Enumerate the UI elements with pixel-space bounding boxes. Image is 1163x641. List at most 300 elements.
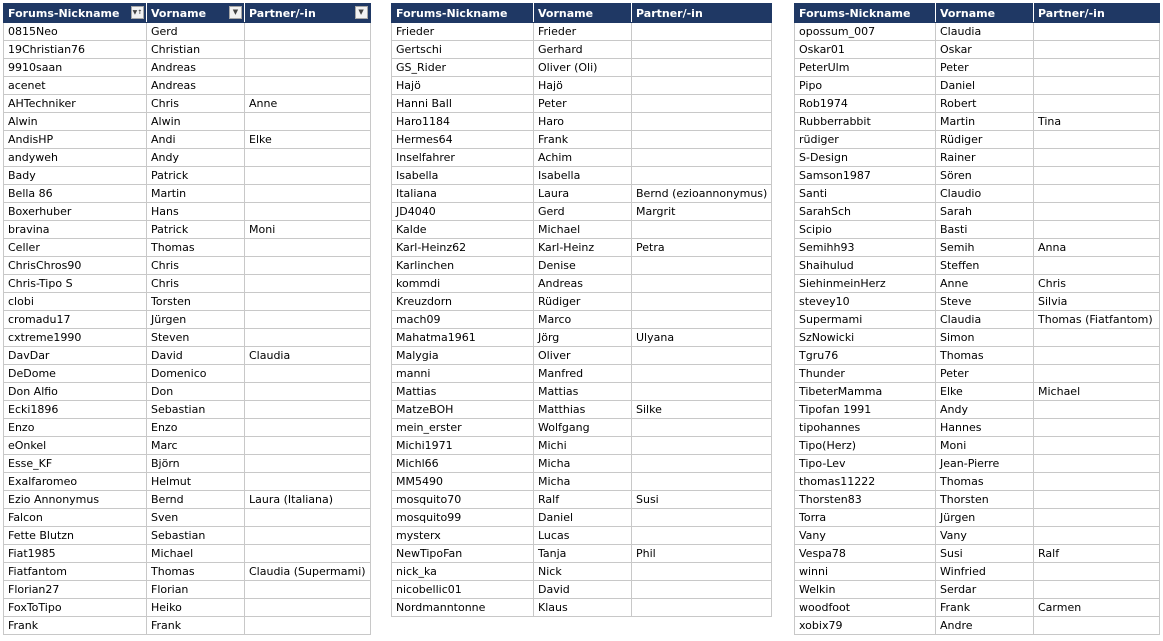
partner-cell[interactable] [632,509,772,527]
firstname-cell[interactable]: Tanja [534,545,632,563]
partner-header[interactable] [1034,4,1160,23]
partner-cell[interactable] [1034,41,1160,59]
firstname-cell[interactable]: Laura [534,185,632,203]
nickname-cell[interactable]: Ezio Annonymus [4,491,147,509]
firstname-cell[interactable]: Peter [936,365,1034,383]
firstname-cell[interactable]: Oliver (Oli) [534,59,632,77]
partner-cell[interactable]: Ralf [1034,545,1160,563]
partner-cell[interactable] [245,473,371,491]
nickname-cell[interactable]: MM5490 [392,473,534,491]
nickname-cell[interactable]: Malygia [392,347,534,365]
firstname-cell[interactable]: Jean-Pierre [936,455,1034,473]
partner-cell[interactable] [632,77,772,95]
partner-cell[interactable] [632,563,772,581]
nickname-cell[interactable]: Samson1987 [795,167,936,185]
nickname-cell[interactable]: Vany [795,527,936,545]
firstname-cell[interactable]: Hajö [534,77,632,95]
partner-cell[interactable] [632,131,772,149]
firstname-cell[interactable]: Denise [534,257,632,275]
firstname-cell[interactable]: Achim [534,149,632,167]
nickname-cell[interactable]: S-Design [795,149,936,167]
firstname-cell[interactable]: Susi [936,545,1034,563]
firstname-cell[interactable]: Claudia [936,311,1034,329]
nickname-cell[interactable]: Alwin [4,113,147,131]
partner-cell[interactable] [245,437,371,455]
firstname-cell[interactable]: Marco [534,311,632,329]
firstname-cell[interactable]: Andy [936,401,1034,419]
partner-cell[interactable] [632,113,772,131]
nickname-cell[interactable]: xobix79 [795,617,936,635]
nickname-header[interactable] [4,4,147,23]
partner-cell[interactable] [245,257,371,275]
firstname-cell[interactable]: Micha [534,455,632,473]
partner-cell[interactable]: Anna [1034,239,1160,257]
nickname-cell[interactable]: Haro1184 [392,113,534,131]
nickname-cell[interactable]: Don Alfio [4,383,147,401]
firstname-cell[interactable]: Lucas [534,527,632,545]
firstname-cell[interactable]: Serdar [936,581,1034,599]
firstname-cell[interactable]: Sarah [936,203,1034,221]
partner-cell[interactable] [245,617,371,635]
firstname-cell[interactable]: Ralf [534,491,632,509]
partner-cell[interactable] [245,239,371,257]
firstname-cell[interactable]: Micha [534,473,632,491]
partner-cell[interactable] [245,185,371,203]
partner-cell[interactable] [632,95,772,113]
firstname-cell[interactable]: David [534,581,632,599]
nickname-cell[interactable]: Michi1971 [392,437,534,455]
partner-cell[interactable] [1034,509,1160,527]
nickname-cell[interactable]: Rubberrabbit [795,113,936,131]
nickname-cell[interactable]: mosquito70 [392,491,534,509]
partner-cell[interactable] [1034,401,1160,419]
nickname-cell[interactable]: SiehinmeinHerz [795,275,936,293]
partner-cell[interactable] [245,383,371,401]
nickname-cell[interactable]: nicobellic01 [392,581,534,599]
nickname-cell[interactable]: Tgru76 [795,347,936,365]
partner-cell[interactable] [245,401,371,419]
nickname-cell[interactable]: Semihh93 [795,239,936,257]
partner-cell[interactable]: Chris [1034,275,1160,293]
partner-cell[interactable] [1034,329,1160,347]
partner-cell[interactable] [245,293,371,311]
nickname-cell[interactable]: Italiana [392,185,534,203]
firstname-cell[interactable]: Jürgen [936,509,1034,527]
firstname-cell[interactable]: Jörg [534,329,632,347]
nickname-cell[interactable]: FoxToTipo [4,599,147,617]
nickname-cell[interactable]: Fette Blutzn [4,527,147,545]
firstname-cell[interactable]: Nick [534,563,632,581]
nickname-cell[interactable]: thomas11222 [795,473,936,491]
nickname-cell[interactable]: Fiatfantom [4,563,147,581]
firstname-cell[interactable]: Rüdiger [936,131,1034,149]
nickname-cell[interactable]: nick_ka [392,563,534,581]
nickname-cell[interactable]: Esse_KF [4,455,147,473]
nickname-cell[interactable]: Karl-Heinz62 [392,239,534,257]
partner-cell[interactable]: Claudia (Supermami) [245,563,371,581]
firstname-cell[interactable]: Marc [147,437,245,455]
nickname-cell[interactable]: Pipo [795,77,936,95]
partner-cell[interactable] [1034,185,1160,203]
partner-cell[interactable] [1034,419,1160,437]
nickname-cell[interactable]: Isabella [392,167,534,185]
firstname-cell[interactable]: Wolfgang [534,419,632,437]
partner-cell[interactable] [1034,131,1160,149]
firstname-cell[interactable]: Simon [936,329,1034,347]
partner-cell[interactable] [1034,581,1160,599]
nickname-cell[interactable]: Thunder [795,365,936,383]
partner-cell[interactable] [1034,365,1160,383]
nickname-cell[interactable]: bravina [4,221,147,239]
firstname-cell[interactable]: Peter [936,59,1034,77]
firstname-cell[interactable]: Chris [147,95,245,113]
nickname-cell[interactable]: Nordmanntonne [392,599,534,617]
nickname-cell[interactable]: mach09 [392,311,534,329]
firstname-cell[interactable]: Andreas [147,59,245,77]
partner-cell[interactable] [632,455,772,473]
nickname-cell[interactable]: manni [392,365,534,383]
partner-cell[interactable] [632,59,772,77]
nickname-cell[interactable]: Mattias [392,383,534,401]
partner-cell[interactable] [245,365,371,383]
nickname-cell[interactable]: stevey10 [795,293,936,311]
nickname-cell[interactable]: Mahatma1961 [392,329,534,347]
nickname-cell[interactable]: ChrisChros90 [4,257,147,275]
firstname-cell[interactable]: Patrick [147,167,245,185]
firstname-cell[interactable]: Andi [147,131,245,149]
firstname-cell[interactable]: Claudio [936,185,1034,203]
firstname-cell[interactable]: Hans [147,203,245,221]
nickname-cell[interactable]: Boxerhuber [4,203,147,221]
firstname-cell[interactable]: Martin [936,113,1034,131]
firstname-header[interactable] [936,4,1034,23]
nickname-cell[interactable]: Torra [795,509,936,527]
partner-cell[interactable] [1034,455,1160,473]
nickname-cell[interactable]: AndisHP [4,131,147,149]
nickname-cell[interactable]: AHTechniker [4,95,147,113]
firstname-cell[interactable]: Manfred [534,365,632,383]
partner-header[interactable] [245,4,371,23]
partner-cell[interactable] [245,599,371,617]
nickname-cell[interactable]: Rob1974 [795,95,936,113]
partner-cell[interactable] [1034,221,1160,239]
nickname-cell[interactable]: TibeterMamma [795,383,936,401]
partner-cell[interactable] [1034,203,1160,221]
firstname-cell[interactable]: Rüdiger [534,293,632,311]
partner-cell[interactable] [245,545,371,563]
firstname-cell[interactable]: Elke [936,383,1034,401]
nickname-cell[interactable]: rüdiger [795,131,936,149]
partner-cell[interactable]: Claudia [245,347,371,365]
nickname-cell[interactable]: SarahSch [795,203,936,221]
nickname-cell[interactable]: Tipofan 1991 [795,401,936,419]
firstname-cell[interactable]: Peter [534,95,632,113]
nickname-cell[interactable]: Florian27 [4,581,147,599]
partner-cell[interactable] [245,113,371,131]
nickname-cell[interactable]: Welkin [795,581,936,599]
partner-cell[interactable] [245,527,371,545]
nickname-cell[interactable]: woodfoot [795,599,936,617]
firstname-cell[interactable]: Patrick [147,221,245,239]
firstname-cell[interactable]: David [147,347,245,365]
firstname-cell[interactable]: Michael [534,221,632,239]
partner-cell[interactable] [245,581,371,599]
firstname-cell[interactable]: Haro [534,113,632,131]
firstname-cell[interactable]: Mattias [534,383,632,401]
firstname-cell[interactable]: Michael [147,545,245,563]
firstname-cell[interactable]: Andy [147,149,245,167]
firstname-cell[interactable]: Basti [936,221,1034,239]
partner-cell[interactable] [632,41,772,59]
partner-cell[interactable] [1034,23,1160,41]
partner-cell[interactable] [1034,149,1160,167]
partner-cell[interactable]: Phil [632,545,772,563]
firstname-cell[interactable]: Hannes [936,419,1034,437]
firstname-cell[interactable]: Heiko [147,599,245,617]
nickname-cell[interactable]: Scipio [795,221,936,239]
partner-cell[interactable] [632,311,772,329]
nickname-cell[interactable]: Enzo [4,419,147,437]
partner-cell[interactable]: Silke [632,401,772,419]
firstname-cell[interactable]: Alwin [147,113,245,131]
firstname-cell[interactable]: Andre [936,617,1034,635]
nickname-cell[interactable]: acenet [4,77,147,95]
nickname-cell[interactable]: Bady [4,167,147,185]
firstname-cell[interactable]: Steve [936,293,1034,311]
nickname-cell[interactable]: Oskar01 [795,41,936,59]
nickname-cell[interactable]: Hanni Ball [392,95,534,113]
nickname-cell[interactable]: Hermes64 [392,131,534,149]
partner-cell[interactable]: Petra [632,239,772,257]
firstname-cell[interactable]: Oskar [936,41,1034,59]
partner-cell[interactable] [245,455,371,473]
partner-cell[interactable] [1034,491,1160,509]
firstname-cell[interactable]: Torsten [147,293,245,311]
firstname-cell[interactable]: Don [147,383,245,401]
partner-cell[interactable] [632,257,772,275]
nickname-cell[interactable]: 0815Neo [4,23,147,41]
nickname-cell[interactable]: mein_erster [392,419,534,437]
partner-cell[interactable] [632,581,772,599]
nickname-cell[interactable]: Tipo-Lev [795,455,936,473]
partner-cell[interactable] [245,311,371,329]
partner-cell[interactable]: Margrit [632,203,772,221]
firstname-cell[interactable]: Sven [147,509,245,527]
partner-cell[interactable]: Silvia [1034,293,1160,311]
firstname-cell[interactable]: Florian [147,581,245,599]
nickname-cell[interactable]: Ecki1896 [4,401,147,419]
nickname-cell[interactable]: 9910saan [4,59,147,77]
partner-cell[interactable] [632,383,772,401]
firstname-cell[interactable]: Frank [534,131,632,149]
firstname-cell[interactable]: Thomas [147,563,245,581]
partner-cell[interactable]: Thomas (Fiatfantom) [1034,311,1160,329]
partner-cell[interactable] [1034,617,1160,635]
sort-filter-icon[interactable]: ▼↑ [131,6,144,19]
partner-cell[interactable] [632,23,772,41]
partner-cell[interactable] [632,437,772,455]
nickname-cell[interactable]: NewTipoFan [392,545,534,563]
nickname-cell[interactable]: Chris-Tipo S [4,275,147,293]
firstname-cell[interactable]: Robert [936,95,1034,113]
dropdown-filter-icon[interactable]: ▼ [229,6,242,19]
firstname-cell[interactable]: Gerd [534,203,632,221]
partner-cell[interactable]: Moni [245,221,371,239]
nickname-cell[interactable]: DeDome [4,365,147,383]
firstname-cell[interactable]: Bernd [147,491,245,509]
nickname-cell[interactable]: Vespa78 [795,545,936,563]
firstname-cell[interactable]: Sebastian [147,527,245,545]
firstname-cell[interactable]: Matthias [534,401,632,419]
partner-cell[interactable] [1034,347,1160,365]
nickname-header[interactable] [392,4,534,23]
partner-cell[interactable] [245,275,371,293]
firstname-cell[interactable]: Martin [147,185,245,203]
nickname-cell[interactable]: Falcon [4,509,147,527]
nickname-cell[interactable]: Karlinchen [392,257,534,275]
nickname-cell[interactable]: kommdi [392,275,534,293]
nickname-cell[interactable]: mysterx [392,527,534,545]
nickname-cell[interactable]: Bella 86 [4,185,147,203]
firstname-cell[interactable]: Steven [147,329,245,347]
partner-cell[interactable] [632,167,772,185]
partner-cell[interactable] [245,419,371,437]
partner-cell[interactable] [632,221,772,239]
firstname-cell[interactable]: Christian [147,41,245,59]
firstname-cell[interactable]: Sören [936,167,1034,185]
nickname-cell[interactable]: GS_Rider [392,59,534,77]
firstname-cell[interactable]: Claudia [936,23,1034,41]
partner-cell[interactable] [245,59,371,77]
firstname-cell[interactable]: Frieder [534,23,632,41]
firstname-cell[interactable]: Rainer [936,149,1034,167]
firstname-cell[interactable]: Enzo [147,419,245,437]
firstname-cell[interactable]: Michi [534,437,632,455]
firstname-cell[interactable]: Andreas [534,275,632,293]
nickname-cell[interactable]: tipohannes [795,419,936,437]
partner-cell[interactable] [632,347,772,365]
partner-cell[interactable] [1034,257,1160,275]
firstname-cell[interactable]: Oliver [534,347,632,365]
nickname-cell[interactable]: opossum_007 [795,23,936,41]
nickname-cell[interactable]: Inselfahrer [392,149,534,167]
nickname-cell[interactable]: Hajö [392,77,534,95]
nickname-cell[interactable]: Frank [4,617,147,635]
partner-cell[interactable] [245,23,371,41]
firstname-cell[interactable]: Frank [936,599,1034,617]
firstname-header[interactable] [147,4,245,23]
nickname-cell[interactable]: Gertschi [392,41,534,59]
firstname-cell[interactable]: Isabella [534,167,632,185]
partner-cell[interactable] [245,149,371,167]
nickname-cell[interactable]: MatzeBOH [392,401,534,419]
dropdown-filter-icon[interactable]: ▼ [355,6,368,19]
partner-cell[interactable]: Laura (Italiana) [245,491,371,509]
nickname-cell[interactable]: Kreuzdorn [392,293,534,311]
partner-cell[interactable]: Anne [245,95,371,113]
nickname-cell[interactable]: cromadu17 [4,311,147,329]
nickname-cell[interactable]: Michl66 [392,455,534,473]
firstname-cell[interactable]: Semih [936,239,1034,257]
partner-cell[interactable]: Susi [632,491,772,509]
firstname-cell[interactable]: Björn [147,455,245,473]
firstname-header[interactable] [534,4,632,23]
firstname-cell[interactable]: Chris [147,275,245,293]
partner-cell[interactable] [1034,59,1160,77]
partner-cell[interactable] [245,329,371,347]
nickname-cell[interactable]: Thorsten83 [795,491,936,509]
partner-cell[interactable] [245,167,371,185]
nickname-cell[interactable]: Exalfaromeo [4,473,147,491]
partner-cell[interactable] [632,473,772,491]
nickname-cell[interactable]: JD4040 [392,203,534,221]
firstname-cell[interactable]: Moni [936,437,1034,455]
partner-cell[interactable]: Michael [1034,383,1160,401]
nickname-cell[interactable]: Frieder [392,23,534,41]
firstname-cell[interactable]: Andreas [147,77,245,95]
partner-cell[interactable] [632,149,772,167]
nickname-cell[interactable]: PeterUlm [795,59,936,77]
nickname-cell[interactable]: winni [795,563,936,581]
nickname-cell[interactable]: Shaihulud [795,257,936,275]
nickname-cell[interactable]: cxtreme1990 [4,329,147,347]
firstname-cell[interactable]: Gerhard [534,41,632,59]
nickname-cell[interactable]: clobi [4,293,147,311]
partner-cell[interactable] [632,419,772,437]
partner-cell[interactable] [245,41,371,59]
firstname-cell[interactable]: Jürgen [147,311,245,329]
partner-cell[interactable] [1034,95,1160,113]
partner-cell[interactable] [1034,437,1160,455]
firstname-cell[interactable]: Daniel [936,77,1034,95]
nickname-cell[interactable]: SzNowicki [795,329,936,347]
nickname-cell[interactable]: eOnkel [4,437,147,455]
firstname-cell[interactable]: Sebastian [147,401,245,419]
firstname-cell[interactable]: Helmut [147,473,245,491]
firstname-cell[interactable]: Klaus [534,599,632,617]
firstname-cell[interactable]: Anne [936,275,1034,293]
nickname-cell[interactable]: 19Christian76 [4,41,147,59]
nickname-cell[interactable]: Supermami [795,311,936,329]
firstname-cell[interactable]: Steffen [936,257,1034,275]
partner-cell[interactable] [632,527,772,545]
partner-cell[interactable] [245,509,371,527]
partner-cell[interactable]: Ulyana [632,329,772,347]
partner-cell[interactable]: Carmen [1034,599,1160,617]
partner-cell[interactable] [1034,527,1160,545]
nickname-cell[interactable]: Celler [4,239,147,257]
nickname-cell[interactable]: andyweh [4,149,147,167]
firstname-cell[interactable]: Frank [147,617,245,635]
partner-cell[interactable] [245,203,371,221]
firstname-cell[interactable]: Chris [147,257,245,275]
partner-cell[interactable] [1034,473,1160,491]
partner-cell[interactable] [632,599,772,617]
partner-cell[interactable] [632,365,772,383]
partner-cell[interactable] [1034,77,1160,95]
partner-cell[interactable]: Bernd (ezioannonymus) [632,185,772,203]
partner-cell[interactable] [1034,167,1160,185]
firstname-cell[interactable]: Winfried [936,563,1034,581]
firstname-cell[interactable]: Gerd [147,23,245,41]
firstname-cell[interactable]: Thomas [936,347,1034,365]
firstname-cell[interactable]: Karl-Heinz [534,239,632,257]
firstname-cell[interactable]: Daniel [534,509,632,527]
partner-header[interactable] [632,4,772,23]
nickname-cell[interactable]: DavDar [4,347,147,365]
nickname-cell[interactable]: Tipo(Herz) [795,437,936,455]
nickname-header[interactable] [795,4,936,23]
